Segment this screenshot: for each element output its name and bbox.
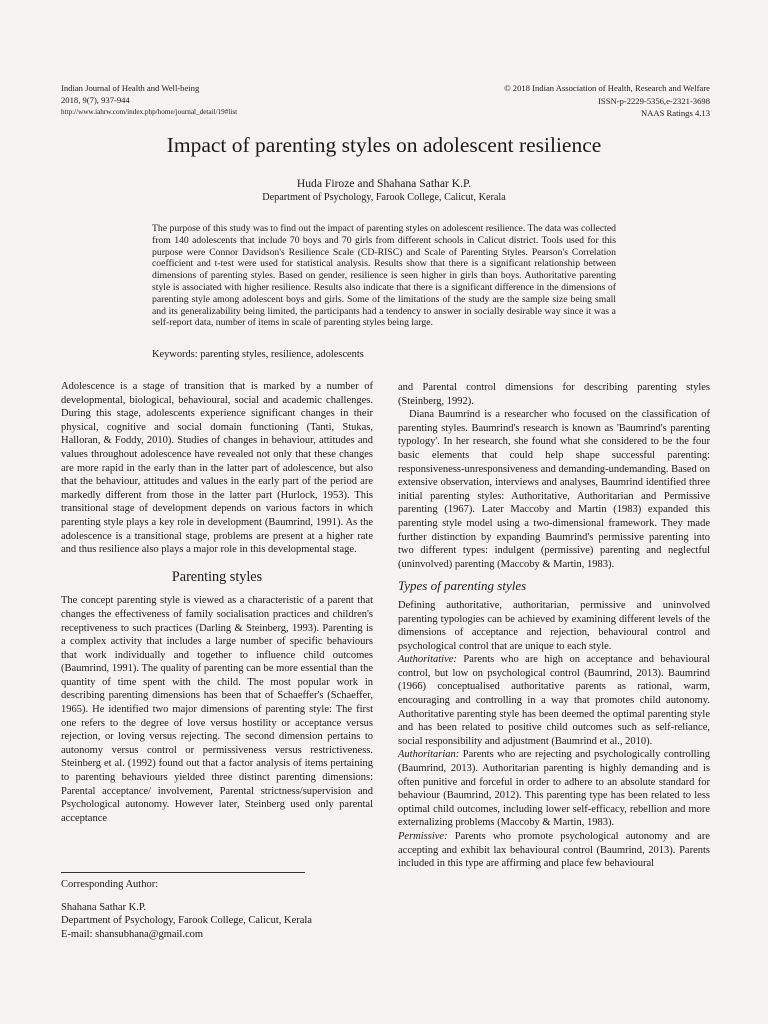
authoritarian-label: Authoritarian: bbox=[398, 749, 460, 761]
article-title: Impact of parenting styles on adolescent resilience bbox=[166, 133, 602, 157]
journal-url[interactable]: http://www.iahrw.com/index.php/home/journal_detail/19#list bbox=[61, 108, 238, 116]
journal-header-right bbox=[504, 82, 710, 120]
keywords: Keywords: parenting styles, resilience, adolescents bbox=[152, 349, 364, 360]
article-affiliation: Department of Psychology, Farook College, Calicut, Kerala bbox=[262, 192, 506, 203]
parenting-paragraph: The concept parenting style is viewed as a characteristic of a parent that changes the effectiveness of family socialisation practices and children's receptiveness to such practices (Darling & Steinberg, 1993). Parenting is a complex activity that includes a large number of specific behaviours that work individually and together to influence child outcomes (Baumrind, 1991). The quality of parenting can be more essential than the quantity of time spent with the child. The most popular work in describing parenting dimensions has been that of Schaeffer's (Schaeffer, 1965). He identified two major dimensions of parenting style: The first one refers to the degree of love versus hostility or acceptance versus rejection, or loving versus rejecting. The second dimension pertains to autonomy versus control or permissiveness versus restrictiveness. Steinberg et al. (1992) found out that a factor analysis of items pertaining to parenting behaviours yielded three distinct parenting dimensions: Parental acceptance/ involvement, Parental strictness/supervision and Psychological autonomy. However later, Steinberg used only parental acceptance bbox=[61, 595, 373, 824]
journal-name: Indian Journal of Health and Well-being bbox=[61, 83, 200, 93]
authoritative-paragraph bbox=[398, 653, 710, 748]
authoritarian-paragraph bbox=[398, 748, 710, 830]
right-column bbox=[398, 381, 710, 871]
journal-header-left bbox=[61, 82, 237, 118]
authoritative-text: Parents who are high on acceptance and behavioural control, but low on psychological control (Baumrind, 2013). Baumrind (1966) conceptualised authoritative parents as rational, warm, encouraging and controlling in a way that promotes child autonomy. Authoritative parenting style has been deemed the optimal parenting style and has been related to positive child outcomes such as self-reliance, social responsibility and adjustment (Baumrind et al., 2010). bbox=[398, 654, 710, 747]
types-intro-paragraph: Defining authoritative, authoritarian, permissive and uninvolved parenting typologies can be achieved by examining different levels of the dimensions of acceptance and rejection, behavioural control and psychological control that are unique to each style. bbox=[398, 599, 710, 652]
corresponding-email[interactable]: E-mail: shansubhana@gmail.com bbox=[61, 928, 204, 940]
permissive-text: Parents who promote psychological autonomy and are accepting and exhibit lax behavioural control (Baumrind, 2013). Parents included in this type are affirming and place few behavioural bbox=[398, 831, 710, 870]
baumrind-paragraph: Diana Baumrind is a researcher who focused on the classification of parenting styles. Baumrind's research is known as 'Baumrind's parenting typology'. In her research, she found what she considered to be the four basic elements that could help shape successful parenting: responsiveness-unresponsiveness and demanding-undemanding. Based on extensive observation, interviews and analyses, Baumrind identified three initial parenting styles: Authoritative, Authoritarian and Permissive parenting (1967). Later Maccoby and Martin (1983) expanded this parenting style model using a two-dimensional framework. They made further distinction by expanding Baumrind's permissive parenting into two different types: indulgent (permissive) parenting and neglectful (uninvolved) parenting (Maccoby & Martin, 1983). bbox=[398, 409, 710, 570]
corresponding-name: Shahana Sathar K.P. bbox=[61, 901, 147, 913]
footnote-divider bbox=[61, 872, 305, 873]
corresponding-department: Department of Psychology, Farook College, Calicut, Kerala bbox=[61, 915, 312, 927]
permissive-paragraph bbox=[398, 830, 710, 871]
corresponding-author-block bbox=[61, 878, 312, 941]
journal-volume: 2018, 9(7), 937-944 bbox=[61, 95, 130, 105]
corresponding-label: Corresponding Author: bbox=[61, 879, 159, 890]
abstract: The purpose of this study was to find out the impact of parenting styles on adolescent resilience. The data was collected from 140 adolescents that include 70 boys and 70 girls from different schools in Calicut district. Tools used for this purpose were Connor Davidson's Resilience Scale (CD-RISC) and Scale of Parenting Styles. Pearson's Correlation coefficient and t-test were used for statistical analysis. Results show that there is a significant relationship between dimensions of parenting styles. Based on gender, resilience is seen higher in girls than boys. Authoritative parenting style is associated with higher resilience. Results also indicate that there is a significant difference in the dimensions of parenting style among adolescent boys and girls. Some of the limitations of the study are the sample size being small and its generalizability being limited, the participants had a tendency to answer in socially desirable way since it was a self-report data, number of items in scale of parenting styles being large. bbox=[152, 223, 616, 329]
section-heading-parenting-styles: Parenting styles bbox=[171, 568, 263, 585]
left-column bbox=[61, 380, 373, 825]
copyright-line: © 2018 Indian Association of Health, Research and Welfare bbox=[504, 83, 710, 93]
naas-rating: NAAS Ratings 4.13 bbox=[641, 108, 710, 118]
permissive-label: Permissive: bbox=[398, 831, 448, 842]
authoritative-label: Authoritative: bbox=[398, 654, 457, 666]
authoritarian-text: Parents who are rejecting and psychologically controlling (Baumrind, 2013). Authoritarian parenting is highly demanding and is often punitive and forceful in order to adhere to an absolute standard for behaviour (Baumrind, 2012). This parenting type has been related to less optimal child outcomes, including lower self-efficacy, rebellion and more externalizing problems (Maccoby & Martin, 1983). bbox=[398, 749, 710, 829]
article-authors: Huda Firoze and Shahana Sathar K.P. bbox=[296, 177, 472, 190]
intro-paragraph: Adolescence is a stage of transition that is marked by a number of developmental, biological, behavioural, social and academic challenges. During this stage, adolescents experience significant changes in their physical, cognitive and social domain functioning (Tanti, Stukas, Halloran, & Foddy, 2010). Studies of changes in behaviour, attitudes and values throughout adolescence have revealed not only that these changes are more rapid in the early than in the latter part of adolescence, but also that the behaviour, attitudes and values in the early part of the period are markedly different from those in the latter part (Hurlock, 1953). This transitional stage of development depends on various factors in which parenting style plays a key role in development (Baumrind, 1991). As the adolescence is a transitional stage, problems are present at a higher rate and thus resilience also plays a major role in this developmental stage. bbox=[61, 381, 373, 556]
subsection-heading-types: Types of parenting styles bbox=[398, 578, 527, 594]
issn-line: ISSN-p-2229-5356,e-2321-3698 bbox=[598, 95, 710, 106]
continued-paragraph: and Parental control dimensions for describing parenting styles (Steinberg, 1992). bbox=[398, 382, 710, 407]
